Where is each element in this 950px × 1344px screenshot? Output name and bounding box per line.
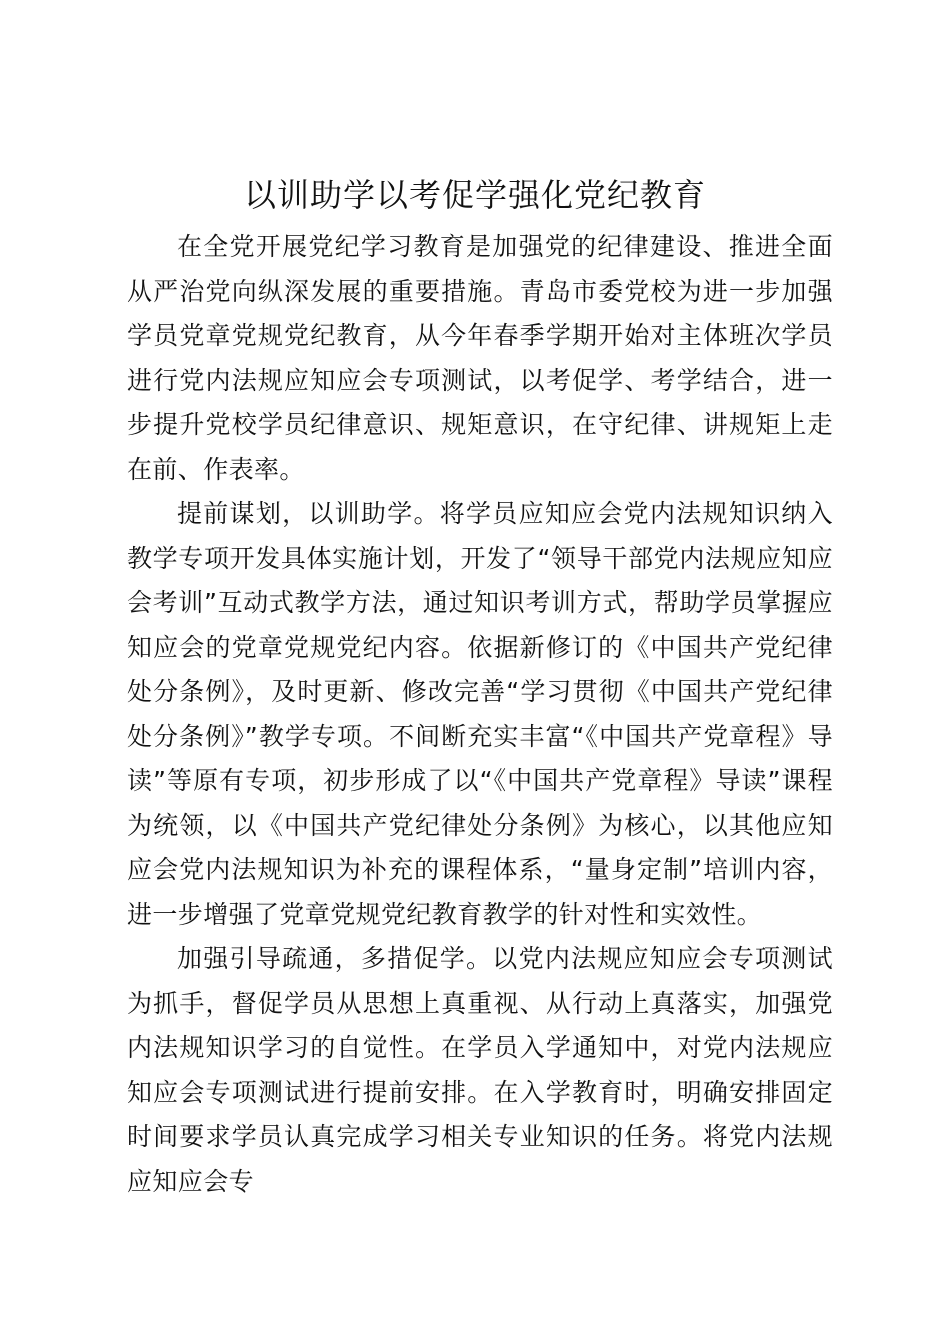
paragraph-guidance: 加强引导疏通，多措促学。以党内法规应知应会专项测试为抓手，督促学员从思想上真重视、从行动上真落实，加强党内法规知识学习的自觉性。在学员入学通知中，对党内法规应知应会专项测试进行提前安排。在入学教育时，明确安排固定时间要求学员认真完成学习相关专业知识的任务。将党内法规应知应会专: [127, 944, 833, 1196]
paragraph-planning: 提前谋划，以训助学。将学员应知应会党内法规知识纳入教学专项开发具体实施计划，开发了“领导干部党内法规应知应会考训”互动式教学方法，通过知识考训方式，帮助学员掌握应知应会的党章党规党纪内容。依据新修订的《中国共产党纪律处分条例》，及时更新、修改完善“学习贯彻《中国共产党纪律处分条例》”教学专项。不间断充实丰富“《中国共产党章程》导读”等原有专项，初步形成了以“《中国共产党章程》导读”课程为统领，以《中国共产党纪律处分条例》为核心，以其他应知应会党内法规知识为补充的课程体系，“量身定制”培训内容，进一步增强了党章党规党纪教育教学的针对性和实效性。: [127, 499, 833, 929]
document-title: 以训助学以考促学强化党纪教育: [243, 176, 706, 214]
document-body: [127, 225, 833, 1204]
paragraph-intro: 在全党开展党纪学习教育是加强党的纪律建设、推进全面从严治党向纵深发展的重要措施。青岛市委党校为进一步加强学员党章党规党纪教育，从今年春季学期开始对主体班次学员进行党内法规应知应会专项测试，以考促学、考学结合，进一步提升党校学员纪律意识、规矩意识，在守纪律、讲规矩上走在前、作表率。: [127, 232, 833, 484]
